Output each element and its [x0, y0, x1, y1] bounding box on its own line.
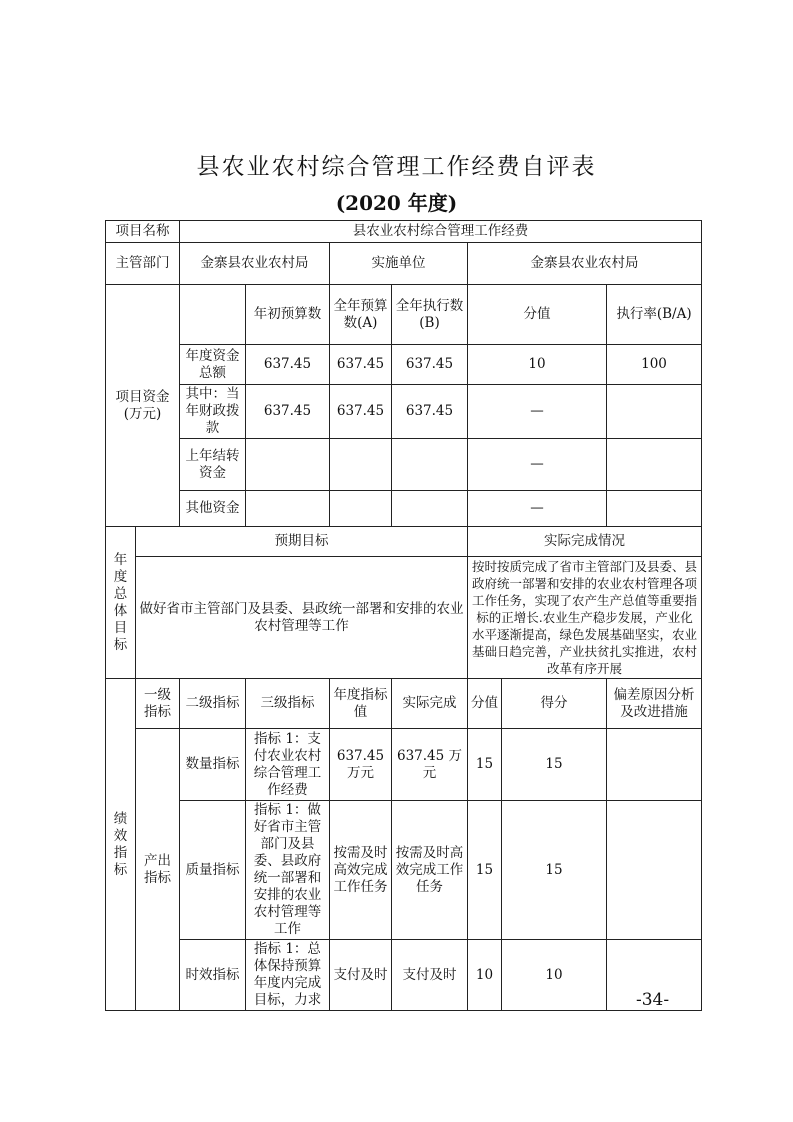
- project-name-label: 项目名称: [106, 221, 180, 243]
- dept-value: 金寨县农业农村局: [180, 243, 330, 285]
- perf-level2: 数量指标: [180, 729, 246, 801]
- actual-result-text: 按时按质完成了省市主管部门及县委、县政府统一部署和安排的农业农村管理各项工作任务，实现了农产生产总值等重要指标的正增长.农业生产稳步发展，产业化水平逐渐提高，绿色发展基础坚实，农业基础日趋完善，产业扶贫扎实推进，农村改革有序开展: [468, 557, 702, 679]
- perf-score: 15: [502, 801, 607, 940]
- expected-goal-header: 预期目标: [136, 527, 468, 557]
- perf-score: 10: [502, 940, 607, 1011]
- perf-header-level3: 三级指标: [246, 679, 330, 729]
- perf-actual: 637.45 万元: [392, 729, 468, 801]
- actual-result-header: 实际完成情况: [468, 527, 702, 557]
- funds-row-exec: [392, 491, 468, 527]
- perf-target: 按需及时高效完成工作任务: [330, 801, 392, 940]
- funds-row-annual: 637.45: [330, 345, 392, 385]
- funds-row-label: 上年结转资金: [180, 439, 246, 491]
- document-subtitle: (2020 年度): [335, 191, 458, 215]
- project-name-value: 县农业农村综合管理工作经费: [180, 221, 702, 243]
- funds-row-rate: 100: [607, 345, 702, 385]
- funds-row-exec: [392, 439, 468, 491]
- perf-level1-output: 产出指标: [136, 729, 180, 1011]
- funds-row-score-value: —: [468, 439, 607, 491]
- funds-header-annual: 全年预算数(A): [330, 285, 392, 345]
- funds-row-rate: [607, 491, 702, 527]
- perf-header-target: 年度指标值: [330, 679, 392, 729]
- page-number: -34-: [636, 990, 670, 1010]
- funds-row-annual: [330, 439, 392, 491]
- funds-row-budget: 637.45: [246, 345, 330, 385]
- impl-unit-value: 金寨县农业农村局: [468, 243, 702, 285]
- evaluation-table: [105, 220, 702, 1011]
- perf-level3: 指标 1：总体保持预算年度内完成目标，力求: [246, 940, 330, 1011]
- perf-header-score: 得分: [502, 679, 607, 729]
- perf-reason: [607, 801, 702, 940]
- perf-reason: [607, 729, 702, 801]
- funds-row-exec: 637.45: [392, 385, 468, 439]
- funds-row-budget: [246, 439, 330, 491]
- document-title: 县农业农村综合管理工作经费自评表: [196, 154, 597, 180]
- expected-goal-text: 做好省市主管部门及县委、县政统一部署和安排的农业农村管理等工作: [136, 557, 468, 679]
- funds-row-annual: [330, 491, 392, 527]
- funds-header-score-value: 分值: [468, 285, 607, 345]
- dept-label: 主管部门: [106, 243, 180, 285]
- funds-row-budget: [246, 491, 330, 527]
- funds-row-score-value: 10: [468, 345, 607, 385]
- funds-row-rate: [607, 439, 702, 491]
- funds-row-score-value: —: [468, 491, 607, 527]
- funds-row-budget: 637.45: [246, 385, 330, 439]
- perf-target: 637.45 万元: [330, 729, 392, 801]
- annual-goal-label: 年度总体目标: [106, 527, 136, 679]
- funds-row-rate: [607, 385, 702, 439]
- funds-row-exec: 637.45: [392, 345, 468, 385]
- funds-header-blank: [180, 285, 246, 345]
- funds-row-score-value: —: [468, 385, 607, 439]
- funds-header-rate: 执行率(B/A): [607, 285, 702, 345]
- perf-actual: 按需及时高效完成工作任务: [392, 801, 468, 940]
- perf-level2: 时效指标: [180, 940, 246, 1011]
- perf-header-level2: 二级指标: [180, 679, 246, 729]
- perf-score: 15: [502, 729, 607, 801]
- perf-score-value: 10: [468, 940, 502, 1011]
- perf-header-reason: 偏差原因分析及改进措施: [607, 679, 702, 729]
- perf-level3: 指标 1：做好省市主管部门及县委、县政府统一部署和安排的农业农村管理等工作: [246, 801, 330, 940]
- perf-target: 支付及时: [330, 940, 392, 1011]
- perf-header-level1: 一级指标: [136, 679, 180, 729]
- perf-indicator-label: 绩效指标: [106, 679, 136, 1011]
- perf-level3: 指标 1：支付农业农村综合管理工作经费: [246, 729, 330, 801]
- perf-score-value: 15: [468, 801, 502, 940]
- perf-actual: 支付及时: [392, 940, 468, 1011]
- perf-header-actual: 实际完成: [392, 679, 468, 729]
- funds-row-label: 其他资金: [180, 491, 246, 527]
- impl-unit-label: 实施单位: [330, 243, 468, 285]
- funds-header-exec: 全年执行数(B): [392, 285, 468, 345]
- funds-row-annual: 637.45: [330, 385, 392, 439]
- funds-header-budget: 年初预算数: [246, 285, 330, 345]
- funds-row-label: 其中：当年财政拨款: [180, 385, 246, 439]
- perf-score-value: 15: [468, 729, 502, 801]
- funds-label: 项目资金 (万元): [106, 285, 180, 527]
- funds-row-label: 年度资金总额: [180, 345, 246, 385]
- perf-header-score-value: 分值: [468, 679, 502, 729]
- perf-level2: 质量指标: [180, 801, 246, 940]
